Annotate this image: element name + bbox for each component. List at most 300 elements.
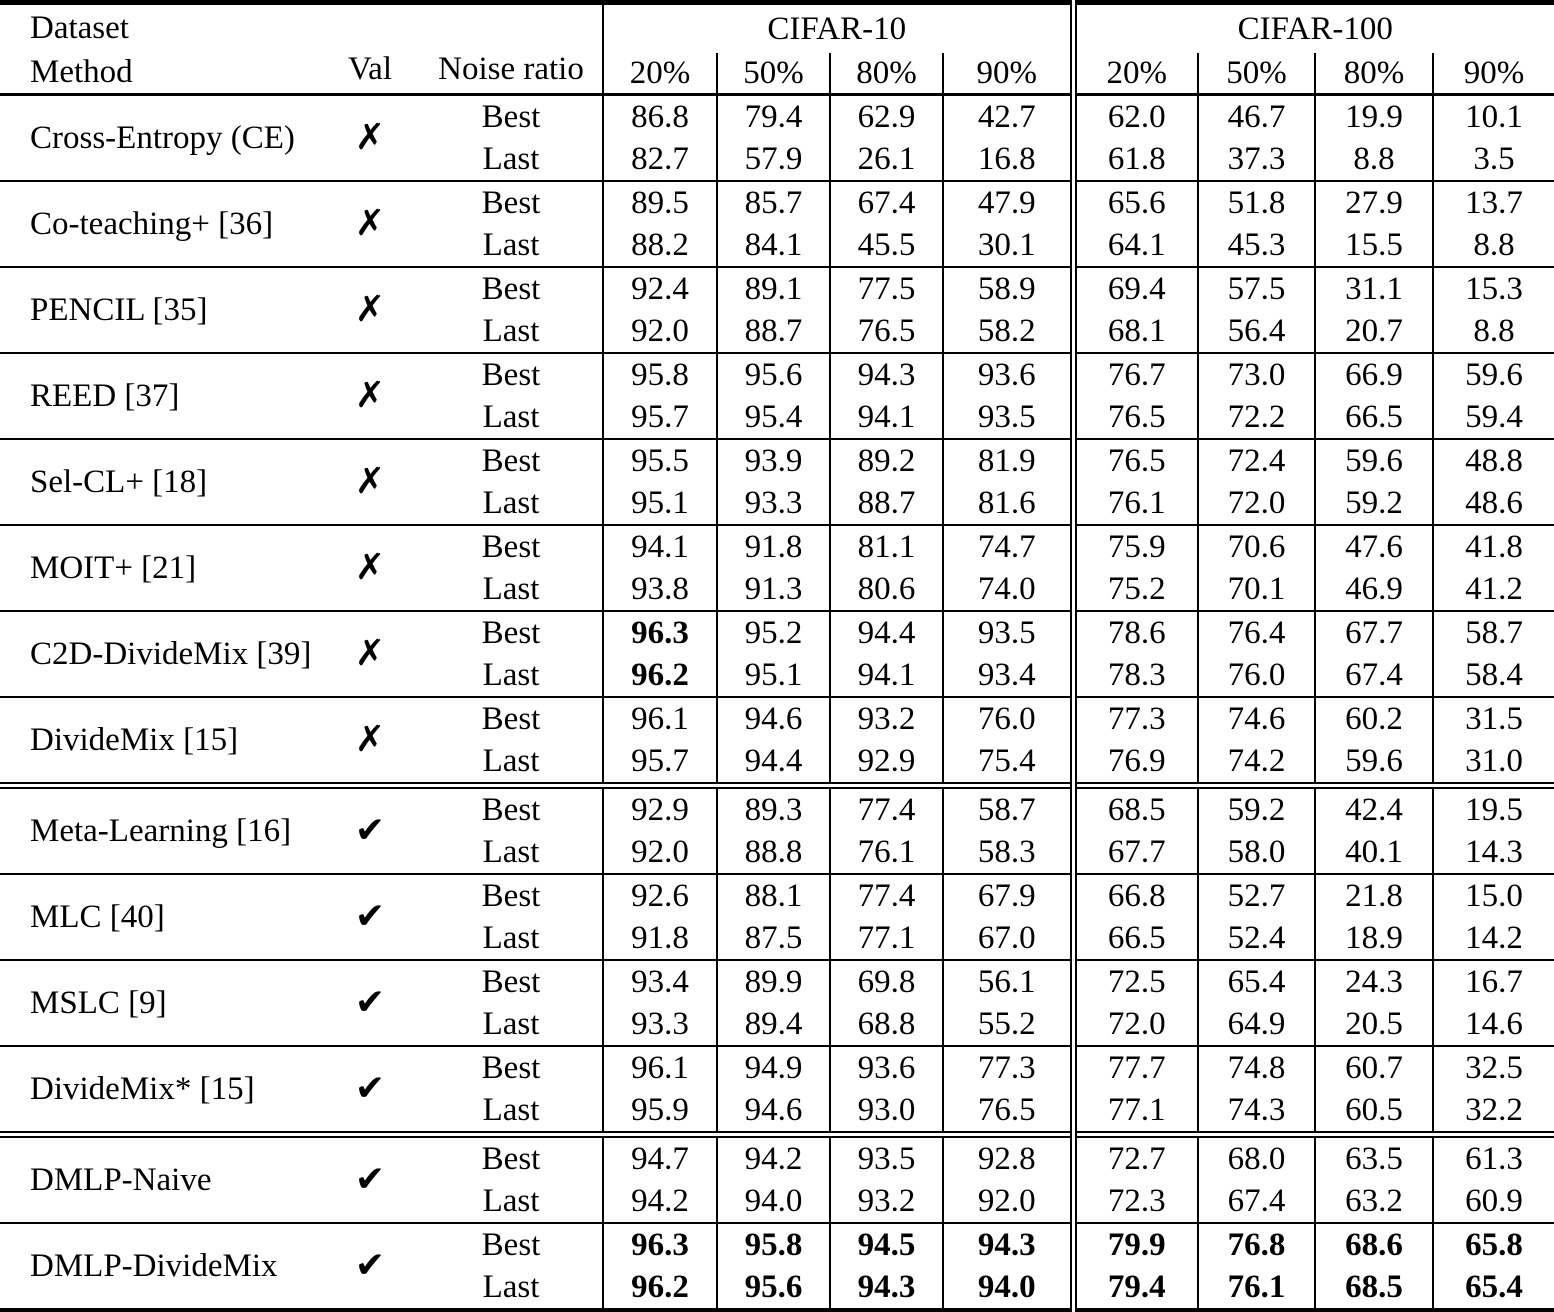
value-cell: 89.1 xyxy=(717,267,830,310)
method-name: Meta-Learning [16] xyxy=(0,786,320,875)
value-cell: 91.8 xyxy=(717,525,830,568)
last-row-label: Last xyxy=(482,1091,540,1128)
value-cell: 37.3 xyxy=(1198,138,1315,181)
value-cell: 92.9 xyxy=(830,740,943,786)
value-cell: 88.1 xyxy=(717,874,830,917)
method-name: REED [37] xyxy=(0,353,320,439)
method-row-best xyxy=(0,1135,1554,1181)
cross-icon: ✗ xyxy=(320,439,420,525)
value-cell: 89.2 xyxy=(830,439,943,482)
header-cifar100-label: CIFAR-100 xyxy=(1073,3,1554,54)
value-cell: 96.3 xyxy=(603,1223,717,1266)
value-cell: 8.8 xyxy=(1315,138,1433,181)
value-cell: 96.3 xyxy=(603,611,717,654)
value-cell: 95.4 xyxy=(717,396,830,439)
value-cell: 96.2 xyxy=(603,654,717,697)
cross-icon: ✗ xyxy=(320,353,420,439)
value-cell: 74.7 xyxy=(943,525,1073,568)
value-cell: 92.9 xyxy=(603,786,717,832)
value-cell: 77.3 xyxy=(943,1046,1073,1089)
header-noise-ratio-label: Noise ratio xyxy=(420,3,603,95)
value-cell: 79.4 xyxy=(717,95,830,139)
value-cell: 95.7 xyxy=(603,740,717,786)
header-dataset-label: Dataset xyxy=(30,10,129,46)
value-cell: 74.2 xyxy=(1198,740,1315,786)
header-cifar10-80: 80% xyxy=(830,53,943,94)
last-row-label: Last xyxy=(482,1182,540,1219)
value-cell: 77.4 xyxy=(830,874,943,917)
value-cell: 94.0 xyxy=(943,1266,1073,1311)
value-cell: 92.8 xyxy=(943,1135,1073,1181)
value-cell: 92.0 xyxy=(603,310,717,353)
value-cell: 95.9 xyxy=(603,1089,717,1135)
value-cell: 48.6 xyxy=(1433,482,1554,525)
value-cell: 81.1 xyxy=(830,525,943,568)
value-cell: 76.1 xyxy=(1198,1266,1315,1311)
value-cell: 66.9 xyxy=(1315,353,1433,396)
value-cell: 57.5 xyxy=(1198,267,1315,310)
check-icon: ✔ xyxy=(320,1223,420,1311)
value-cell: 95.5 xyxy=(603,439,717,482)
cross-icon: ✗ xyxy=(320,697,420,786)
value-cell: 77.5 xyxy=(830,267,943,310)
last-row-label: Last xyxy=(482,312,540,349)
value-cell: 68.0 xyxy=(1198,1135,1315,1181)
header-cifar100-80: 80% xyxy=(1315,53,1433,94)
last-row-label: Last xyxy=(482,1268,540,1305)
value-cell: 85.7 xyxy=(717,181,830,224)
value-cell: 72.5 xyxy=(1073,960,1198,1003)
cross-icon: ✗ xyxy=(320,181,420,267)
value-cell: 91.8 xyxy=(603,917,717,960)
value-cell: 16.8 xyxy=(943,138,1073,181)
value-cell: 93.3 xyxy=(603,1003,717,1046)
value-cell: 52.7 xyxy=(1198,874,1315,917)
value-cell: 66.8 xyxy=(1073,874,1198,917)
value-cell: 76.0 xyxy=(943,697,1073,740)
value-cell: 93.8 xyxy=(603,568,717,611)
method-row-best xyxy=(0,267,1554,310)
value-cell: 93.5 xyxy=(830,1135,943,1181)
value-cell: 30.1 xyxy=(943,224,1073,267)
value-cell: 75.2 xyxy=(1073,568,1198,611)
header-cifar10-90: 90% xyxy=(943,53,1073,94)
value-cell: 61.8 xyxy=(1073,138,1198,181)
value-cell: 15.5 xyxy=(1315,224,1433,267)
value-cell: 82.7 xyxy=(603,138,717,181)
check-icon: ✔ xyxy=(320,1135,420,1224)
value-cell: 72.4 xyxy=(1198,439,1315,482)
value-cell: 81.9 xyxy=(943,439,1073,482)
value-cell: 94.2 xyxy=(717,1135,830,1181)
value-cell: 56.1 xyxy=(943,960,1073,1003)
value-cell: 62.0 xyxy=(1073,95,1198,139)
value-cell: 67.7 xyxy=(1073,831,1198,874)
value-cell: 93.3 xyxy=(717,482,830,525)
value-cell: 81.6 xyxy=(943,482,1073,525)
method-name: Cross-Entropy (CE) xyxy=(30,119,295,156)
best-row-label: Best xyxy=(420,353,603,396)
value-cell: 94.6 xyxy=(717,1089,830,1135)
value-cell: 67.7 xyxy=(1315,611,1433,654)
best-row-label: Best xyxy=(420,1046,603,1089)
value-cell: 26.1 xyxy=(830,138,943,181)
value-cell: 46.7 xyxy=(1198,95,1315,139)
method-name: C2D-DivideMix [39] xyxy=(0,611,320,697)
value-cell: 67.9 xyxy=(943,874,1073,917)
value-cell: 72.2 xyxy=(1198,396,1315,439)
value-cell: 19.9 xyxy=(1315,95,1433,139)
value-cell: 32.5 xyxy=(1433,1046,1554,1089)
last-row-label: Last xyxy=(482,398,540,435)
value-cell: 94.9 xyxy=(717,1046,830,1089)
value-cell: 94.3 xyxy=(830,353,943,396)
value-cell: 88.7 xyxy=(830,482,943,525)
method-name: MSLC [9] xyxy=(0,960,320,1046)
last-row-label: Last xyxy=(482,140,540,177)
value-cell: 93.2 xyxy=(830,697,943,740)
value-cell: 95.6 xyxy=(717,1266,830,1311)
value-cell: 76.1 xyxy=(1073,482,1198,525)
header-method-label: Method xyxy=(30,54,133,90)
value-cell: 95.2 xyxy=(717,611,830,654)
value-cell: 93.0 xyxy=(830,1089,943,1135)
value-cell: 65.4 xyxy=(1433,1266,1554,1311)
best-row-label: Best xyxy=(420,874,603,917)
check-icon: ✔ xyxy=(320,1046,420,1135)
value-cell: 60.5 xyxy=(1315,1089,1433,1135)
method-row-best xyxy=(0,525,1554,568)
method-name: DMLP-Naive xyxy=(0,1135,320,1224)
value-cell: 78.3 xyxy=(1073,654,1198,697)
value-cell: 93.6 xyxy=(830,1046,943,1089)
value-cell: 96.1 xyxy=(603,697,717,740)
header-dataset-method xyxy=(0,3,320,95)
value-cell: 94.1 xyxy=(830,654,943,697)
value-cell: 59.2 xyxy=(1315,482,1433,525)
method-row-best xyxy=(0,1223,1554,1266)
value-cell: 68.5 xyxy=(1073,786,1198,832)
value-cell: 88.7 xyxy=(717,310,830,353)
value-cell: 45.3 xyxy=(1198,224,1315,267)
value-cell: 64.9 xyxy=(1198,1003,1315,1046)
method-name: DivideMix [15] xyxy=(0,697,320,786)
value-cell: 31.1 xyxy=(1315,267,1433,310)
value-cell: 94.4 xyxy=(717,740,830,786)
best-row-label: Best xyxy=(420,697,603,740)
value-cell: 15.3 xyxy=(1433,267,1554,310)
value-cell: 72.0 xyxy=(1073,1003,1198,1046)
last-row-label: Last xyxy=(482,742,540,779)
value-cell: 92.0 xyxy=(943,1180,1073,1223)
value-cell: 75.9 xyxy=(1073,525,1198,568)
cross-icon: ✗ xyxy=(354,117,386,158)
method-row-best xyxy=(0,786,1554,832)
best-row-label: Best xyxy=(420,1135,603,1181)
value-cell: 8.8 xyxy=(1433,224,1554,267)
value-cell: 14.2 xyxy=(1433,917,1554,960)
value-cell: 95.7 xyxy=(603,396,717,439)
value-cell: 77.7 xyxy=(1073,1046,1198,1089)
value-cell: 94.0 xyxy=(717,1180,830,1223)
value-cell: 67.4 xyxy=(1315,654,1433,697)
method-row-best xyxy=(0,181,1554,224)
value-cell: 89.4 xyxy=(717,1003,830,1046)
value-cell: 89.3 xyxy=(717,786,830,832)
last-row-label: Last xyxy=(482,484,540,521)
value-cell: 94.1 xyxy=(830,396,943,439)
value-cell: 63.2 xyxy=(1315,1180,1433,1223)
value-cell: 93.5 xyxy=(943,611,1073,654)
value-cell: 95.1 xyxy=(717,654,830,697)
header-cifar10-20: 20% xyxy=(603,53,717,94)
method-name: DMLP-DivideMix xyxy=(0,1223,320,1311)
value-cell: 89.9 xyxy=(717,960,830,1003)
method-row-best xyxy=(0,611,1554,654)
value-cell: 65.6 xyxy=(1073,181,1198,224)
value-cell: 60.9 xyxy=(1433,1180,1554,1223)
value-cell: 86.8 xyxy=(603,95,717,139)
value-cell: 55.2 xyxy=(943,1003,1073,1046)
value-cell: 65.4 xyxy=(1198,960,1315,1003)
method-name: MOIT+ [21] xyxy=(0,525,320,611)
value-cell: 92.6 xyxy=(603,874,717,917)
value-cell: 76.5 xyxy=(830,310,943,353)
check-icon: ✔ xyxy=(320,874,420,960)
value-cell: 47.9 xyxy=(943,181,1073,224)
cross-icon: ✗ xyxy=(320,525,420,611)
value-cell: 27.9 xyxy=(1315,181,1433,224)
method-name: Co-teaching+ [36] xyxy=(0,181,320,267)
best-row-label: Best xyxy=(481,98,541,135)
value-cell: 76.0 xyxy=(1198,654,1315,697)
check-icon: ✔ xyxy=(320,786,420,875)
value-cell: 32.2 xyxy=(1433,1089,1554,1135)
method-name: DivideMix* [15] xyxy=(0,1046,320,1135)
value-cell: 21.8 xyxy=(1315,874,1433,917)
value-cell: 51.8 xyxy=(1198,181,1315,224)
last-row-label: Last xyxy=(482,833,540,870)
value-cell: 96.2 xyxy=(603,1266,717,1311)
value-cell: 74.8 xyxy=(1198,1046,1315,1089)
method-row-best xyxy=(0,874,1554,917)
value-cell: 58.3 xyxy=(943,831,1073,874)
value-cell: 58.7 xyxy=(943,786,1073,832)
value-cell: 16.7 xyxy=(1433,960,1554,1003)
method-row-best xyxy=(0,353,1554,396)
last-row-label: Last xyxy=(482,919,540,956)
value-cell: 68.5 xyxy=(1315,1266,1433,1311)
value-cell: 70.1 xyxy=(1198,568,1315,611)
header-cifar100-90: 90% xyxy=(1433,53,1554,94)
value-cell: 94.4 xyxy=(830,611,943,654)
last-row-label: Last xyxy=(482,1005,540,1042)
check-icon: ✔ xyxy=(320,960,420,1046)
value-cell: 69.8 xyxy=(830,960,943,1003)
value-cell: 78.6 xyxy=(1073,611,1198,654)
value-cell: 67.4 xyxy=(830,181,943,224)
value-cell: 93.4 xyxy=(603,960,717,1003)
value-cell: 59.4 xyxy=(1433,396,1554,439)
best-row-label: Best xyxy=(420,439,603,482)
value-cell: 20.7 xyxy=(1315,310,1433,353)
value-cell: 91.3 xyxy=(717,568,830,611)
value-cell: 76.8 xyxy=(1198,1223,1315,1266)
best-row-label: Best xyxy=(420,525,603,568)
method-name: PENCIL [35] xyxy=(0,267,320,353)
value-cell: 59.6 xyxy=(1315,740,1433,786)
value-cell: 94.3 xyxy=(830,1266,943,1311)
value-cell: 88.2 xyxy=(603,224,717,267)
value-cell: 67.4 xyxy=(1198,1180,1315,1223)
value-cell: 74.6 xyxy=(1198,697,1315,740)
method-row-best xyxy=(0,439,1554,482)
value-cell: 58.4 xyxy=(1433,654,1554,697)
cross-icon: ✗ xyxy=(320,267,420,353)
value-cell: 59.6 xyxy=(1433,353,1554,396)
table-header xyxy=(0,3,1554,95)
value-cell: 48.8 xyxy=(1433,439,1554,482)
value-cell: 42.7 xyxy=(943,95,1073,139)
value-cell: 76.1 xyxy=(830,831,943,874)
value-cell: 58.9 xyxy=(943,267,1073,310)
value-cell: 46.9 xyxy=(1315,568,1433,611)
value-cell: 89.5 xyxy=(603,181,717,224)
method-row-best xyxy=(0,95,1554,139)
cross-icon: ✗ xyxy=(320,611,420,697)
value-cell: 93.6 xyxy=(943,353,1073,396)
value-cell: 58.0 xyxy=(1198,831,1315,874)
value-cell: 15.0 xyxy=(1433,874,1554,917)
header-cifar100-50: 50% xyxy=(1198,53,1315,94)
method-row-best xyxy=(0,1046,1554,1089)
value-cell: 8.8 xyxy=(1433,310,1554,353)
value-cell: 41.2 xyxy=(1433,568,1554,611)
value-cell: 67.0 xyxy=(943,917,1073,960)
value-cell: 58.2 xyxy=(943,310,1073,353)
value-cell: 19.5 xyxy=(1433,786,1554,832)
value-cell: 93.2 xyxy=(830,1180,943,1223)
value-cell: 52.4 xyxy=(1198,917,1315,960)
value-cell: 94.7 xyxy=(603,1135,717,1181)
value-cell: 68.1 xyxy=(1073,310,1198,353)
value-cell: 94.3 xyxy=(943,1223,1073,1266)
method-row-best xyxy=(0,960,1554,1003)
value-cell: 77.1 xyxy=(1073,1089,1198,1135)
value-cell: 77.1 xyxy=(830,917,943,960)
value-cell: 64.1 xyxy=(1073,224,1198,267)
value-cell: 10.1 xyxy=(1433,95,1554,139)
value-cell: 14.6 xyxy=(1433,1003,1554,1046)
value-cell: 84.1 xyxy=(717,224,830,267)
value-cell: 77.4 xyxy=(830,786,943,832)
value-cell: 73.0 xyxy=(1198,353,1315,396)
value-cell: 20.5 xyxy=(1315,1003,1433,1046)
value-cell: 68.8 xyxy=(830,1003,943,1046)
best-row-label: Best xyxy=(420,960,603,1003)
value-cell: 31.5 xyxy=(1433,697,1554,740)
value-cell: 3.5 xyxy=(1433,138,1554,181)
value-cell: 95.6 xyxy=(717,353,830,396)
method-row-best xyxy=(0,697,1554,740)
header-row-groups xyxy=(0,3,1554,54)
value-cell: 95.8 xyxy=(717,1223,830,1266)
value-cell: 88.8 xyxy=(717,831,830,874)
value-cell: 45.5 xyxy=(830,224,943,267)
value-cell: 76.4 xyxy=(1198,611,1315,654)
last-row-label: Last xyxy=(482,570,540,607)
value-cell: 47.6 xyxy=(1315,525,1433,568)
header-cifar10-label: CIFAR-10 xyxy=(603,3,1073,54)
value-cell: 96.1 xyxy=(603,1046,717,1089)
value-cell: 24.3 xyxy=(1315,960,1433,1003)
value-cell: 80.6 xyxy=(830,568,943,611)
value-cell: 92.4 xyxy=(603,267,717,310)
method-name: MLC [40] xyxy=(0,874,320,960)
value-cell: 79.9 xyxy=(1073,1223,1198,1266)
method-name: Sel-CL+ [18] xyxy=(0,439,320,525)
value-cell: 95.1 xyxy=(603,482,717,525)
value-cell: 40.1 xyxy=(1315,831,1433,874)
value-cell: 42.4 xyxy=(1315,786,1433,832)
table-body xyxy=(0,95,1554,1312)
value-cell: 76.5 xyxy=(1073,439,1198,482)
value-cell: 94.2 xyxy=(603,1180,717,1223)
value-cell: 77.3 xyxy=(1073,697,1198,740)
best-row-label: Best xyxy=(420,181,603,224)
value-cell: 76.5 xyxy=(1073,396,1198,439)
value-cell: 94.5 xyxy=(830,1223,943,1266)
value-cell: 70.6 xyxy=(1198,525,1315,568)
value-cell: 56.4 xyxy=(1198,310,1315,353)
value-cell: 87.5 xyxy=(717,917,830,960)
value-cell: 92.0 xyxy=(603,831,717,874)
best-row-label: Best xyxy=(420,1223,603,1266)
best-row-label: Best xyxy=(420,267,603,310)
value-cell: 74.0 xyxy=(943,568,1073,611)
value-cell: 76.9 xyxy=(1073,740,1198,786)
value-cell: 59.2 xyxy=(1198,786,1315,832)
value-cell: 63.5 xyxy=(1315,1135,1433,1181)
value-cell: 93.9 xyxy=(717,439,830,482)
value-cell: 75.4 xyxy=(943,740,1073,786)
value-cell: 41.8 xyxy=(1433,525,1554,568)
best-row-label: Best xyxy=(420,786,603,832)
value-cell: 68.6 xyxy=(1315,1223,1433,1266)
value-cell: 93.5 xyxy=(943,396,1073,439)
value-cell: 61.3 xyxy=(1433,1135,1554,1181)
value-cell: 62.9 xyxy=(830,95,943,139)
value-cell: 72.3 xyxy=(1073,1180,1198,1223)
value-cell: 94.1 xyxy=(603,525,717,568)
header-cifar100-20: 20% xyxy=(1073,53,1198,94)
value-cell: 18.9 xyxy=(1315,917,1433,960)
value-cell: 76.7 xyxy=(1073,353,1198,396)
last-row-label: Last xyxy=(482,226,540,263)
value-cell: 72.0 xyxy=(1198,482,1315,525)
value-cell: 94.6 xyxy=(717,697,830,740)
value-cell: 69.4 xyxy=(1073,267,1198,310)
value-cell: 31.0 xyxy=(1433,740,1554,786)
value-cell: 72.7 xyxy=(1073,1135,1198,1181)
value-cell: 76.5 xyxy=(943,1089,1073,1135)
value-cell: 74.3 xyxy=(1198,1089,1315,1135)
value-cell: 14.3 xyxy=(1433,831,1554,874)
value-cell: 93.4 xyxy=(943,654,1073,697)
value-cell: 65.8 xyxy=(1433,1223,1554,1266)
value-cell: 79.4 xyxy=(1073,1266,1198,1311)
value-cell: 60.7 xyxy=(1315,1046,1433,1089)
